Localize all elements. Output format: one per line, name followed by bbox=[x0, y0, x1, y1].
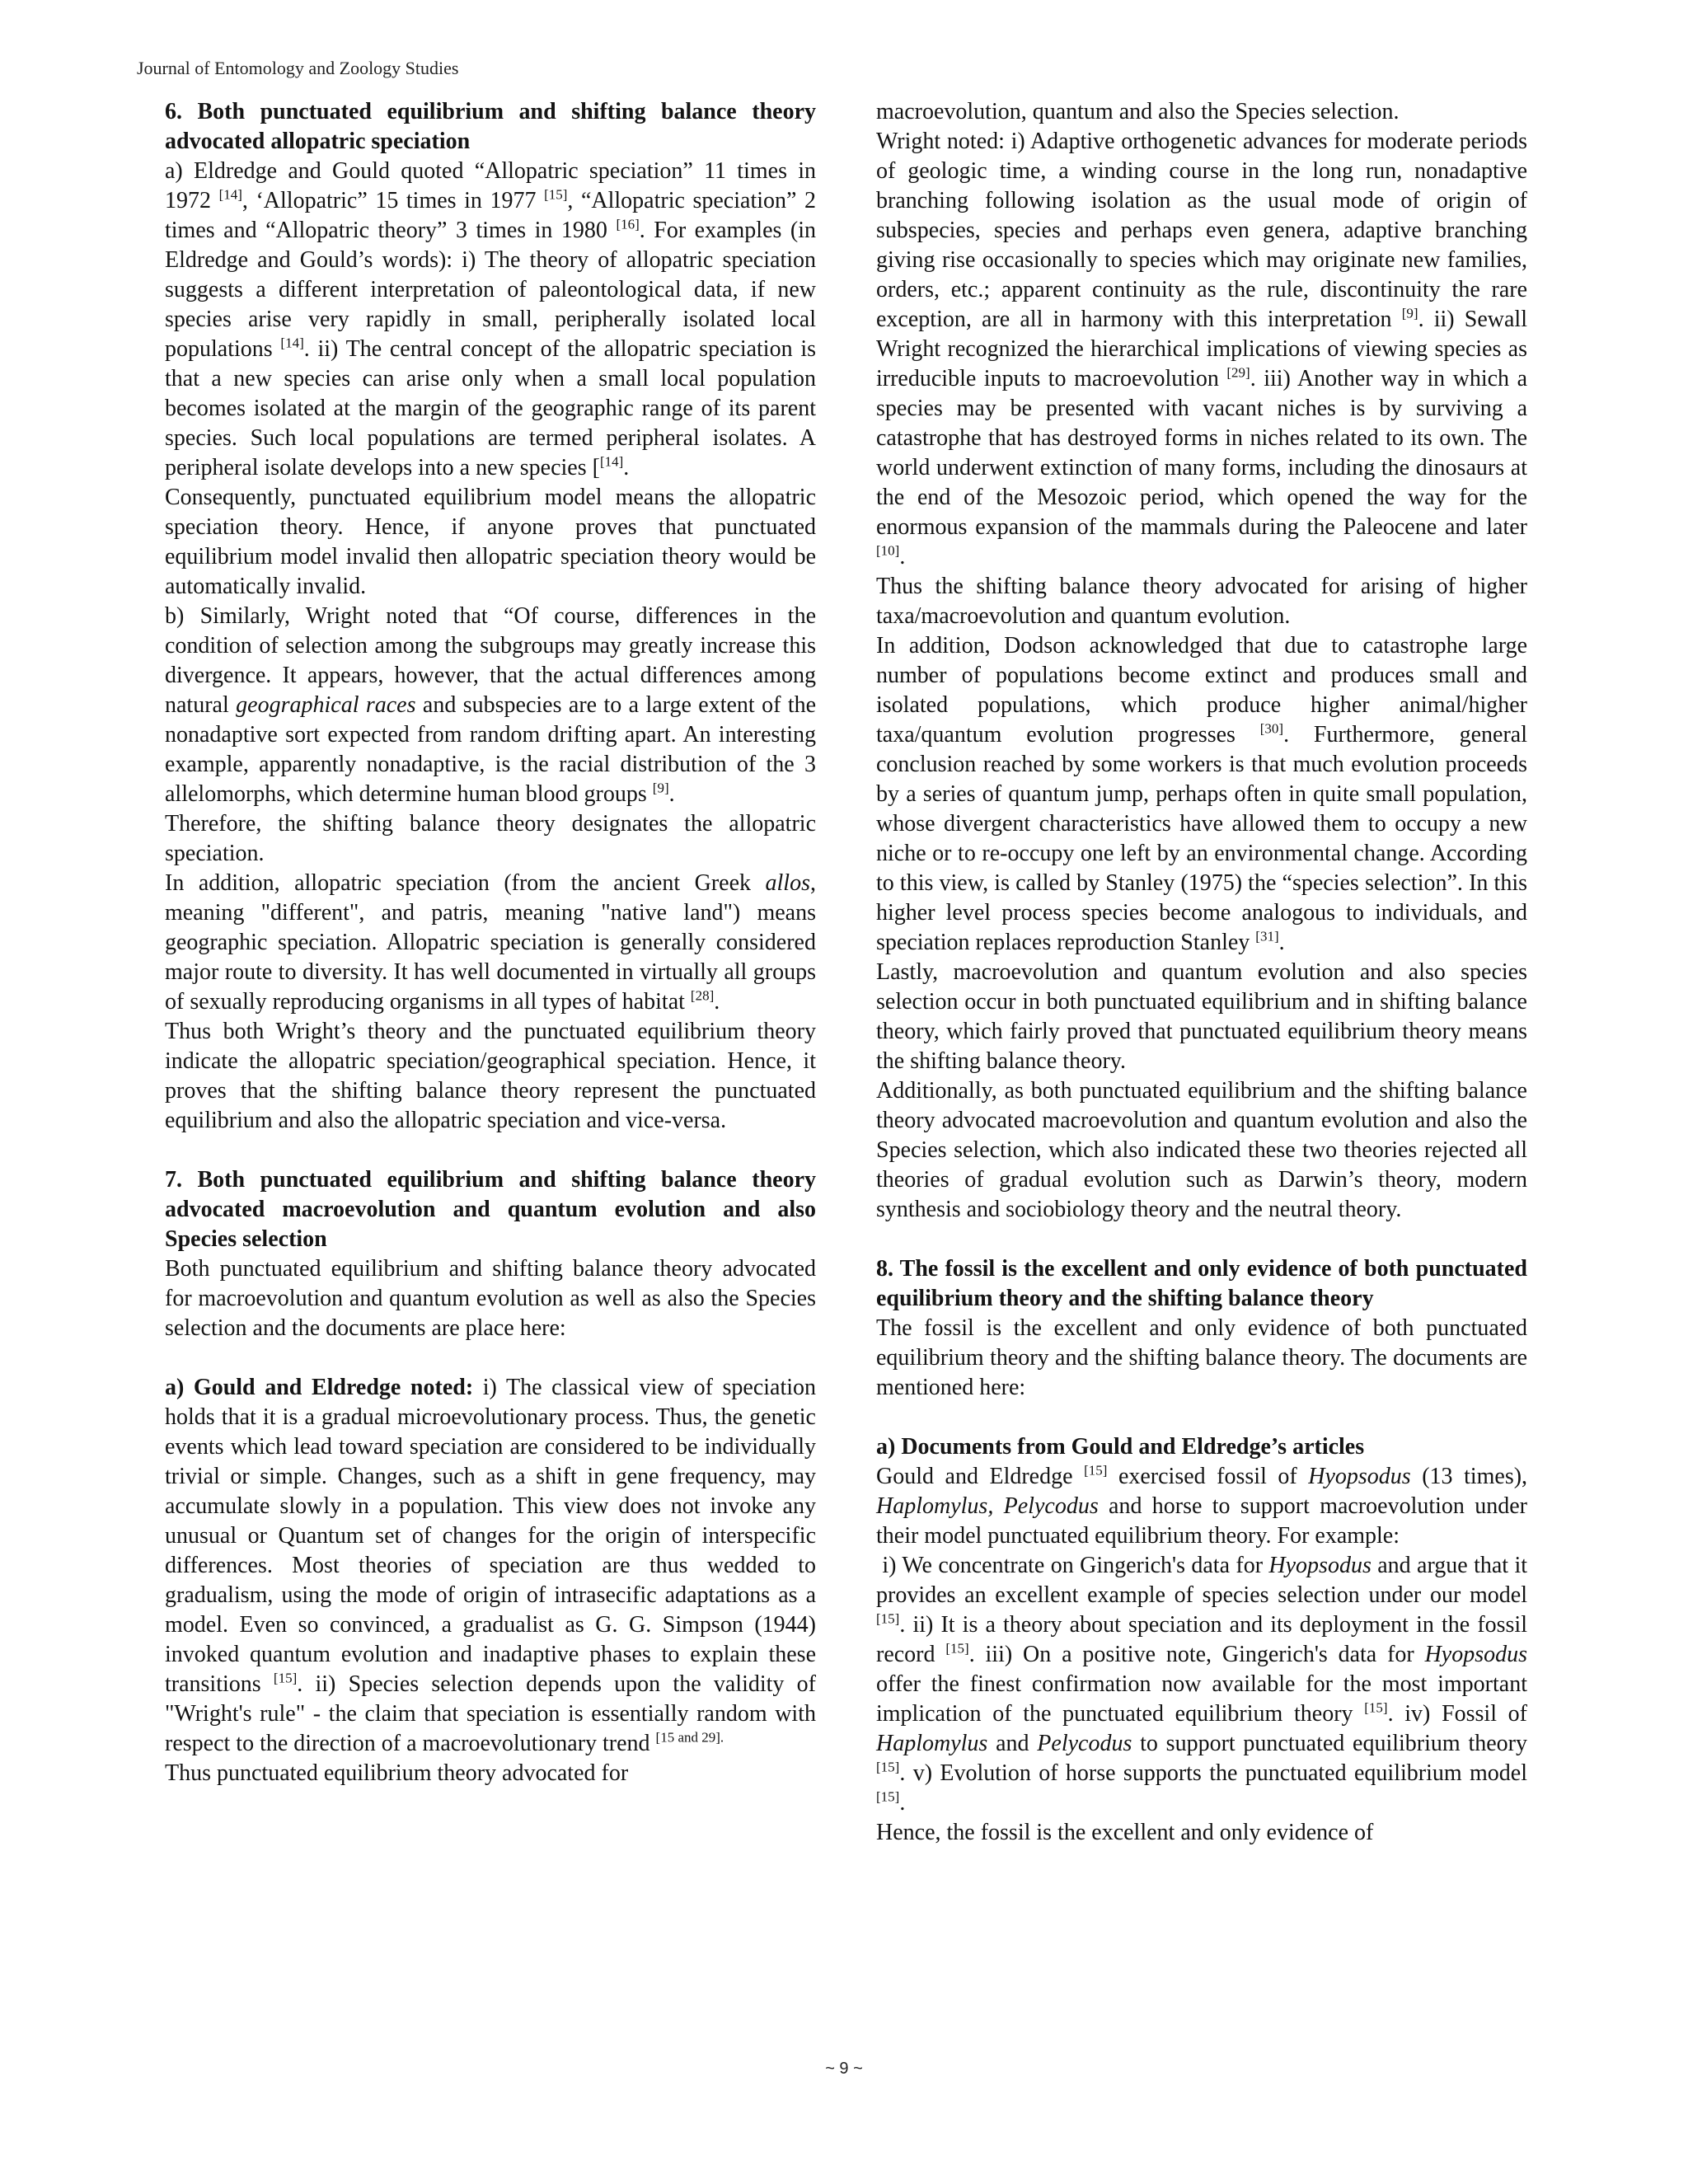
right-paragraph-1: macroevolution, quantum and also the Species selection. bbox=[876, 99, 1400, 124]
citation: [15] bbox=[876, 1788, 900, 1805]
section-7-paragraph-a: a) Gould and Eldredge noted: i) The classical view of speciation holds that it is a gradual microevolutionary process. Thus, the genetic events which lead toward speciation are considered to be individually trivial or simple. Changes, such as a shift in gene frequency, may accumulate slowly in a population. This view does not invoke any unusual or Quantum set of changes for the origin of interspecific differences. Most theories of speciation are thus wedded to gradualism, using the mode of origin of intrasecific adaptations as a model. Even so convinced, a gradualist as G. G. Simpson (1944) invoked quantum evolution and inadaptive phases to explain these transitions [15]. ii) Species selection depends upon the validity of "Wright's rule" - the claim that speciation is essentially random with respect to the direction of a macroevolutionary trend $^{[15 and 29].}$ bbox=[165, 1375, 817, 1756]
section-8-intro: The fossil is the excellent and only evidence of both punctuated equilibrium theory and the shifting balance theory. The documents are mentioned here: bbox=[876, 1315, 1527, 1400]
left-column bbox=[165, 97, 816, 1788]
citation: [15] bbox=[876, 1610, 900, 1627]
wright-paragraph: Wright noted: i) Adaptive orthogenetic advances for moderate periods of geologic time, a winding course in the long run, nonadaptive branching following isolation as the usual mode of origin of subspecies, species and perhaps even genera, adaptive branching giving rise occasionally to species which may originate new families, orders, etc.; apparent continuity as the rule, discontinuity the rare exception, are all in harmony with this interpretation [9]. ii) Sewall Wright recognized the hierarchical implications of viewing species as irreducible inputs to macroevolution [29]. iii) Another way in which a species may be presented with vacant niches is by surviving a catastrophe that has destroyed forms in niches related to its own. The world underwent extinction of many forms, including the dinosaurs at the end of the Mesozoic period, which opened the way for the enormous expansion of the mammals during the Paleocene and later [10]. bbox=[876, 129, 1528, 569]
running-header: Journal of Entomology and Zoology Studies bbox=[137, 58, 459, 78]
section-7-heading: 7. Both punctuated equilibrium and shifting balance theory advocated macroevolution and quantum evolution and also Species selection bbox=[165, 1167, 816, 1252]
citation: [10] bbox=[876, 542, 900, 559]
section-8-last-line: Hence, the fossil is the excellent and only evidence of bbox=[876, 1820, 1374, 1845]
citation: [15] bbox=[1364, 1699, 1388, 1716]
dodson-paragraph: In addition, Dodson acknowledged that due to catastrophe large number of populations become extinct and produces small and isolated populations, which produce higher animal/higher taxa/quantum evolution progresses [30]. Furthermore, general conclusion reached by some workers is that much evolution proceeds by a series of quantum jump, perhaps often in quite small population, whose divergent characteristics have allowed them to occupy a new niche or to re-occupy one left by an environmental change. According to this view, is called by Stanley (1975) the “species selection”. In this higher level process species become analogous to individuals, and speciation replaces reproduction Stanley [31]. bbox=[876, 633, 1528, 955]
citation: [15] bbox=[876, 1759, 900, 1775]
right-paragraph-6: Additionally, as both punctuated equilibrium and the shifting balance theory advocated macroevolution and quantum evolution and also the Species selection, which also indicated these two theories rejected all theories of gradual evolution such as Darwin’s theory, modern synthesis and sociobiology theory and the neutral theory. bbox=[876, 1078, 1527, 1222]
right-paragraph-5: Lastly, macroevolution and quantum evolution and also species selection occur in both punctuated equilibrium and in shifting balance theory, which fairly proved that punctuated equilibrium theory means the shifting balance theory. bbox=[876, 959, 1527, 1074]
citation: [15] bbox=[945, 1640, 969, 1657]
section-8-paragraph-1: Gould and Eldredge [15] exercised fossil of Hyopsodus (13 times), Haplomylus, Pelycodus and horse to support macroevolution under their model punctuated equilibrium theory. For example: bbox=[876, 1462, 1528, 1549]
section-8-heading: 8. The fossil is the excellent and only evidence of both punctuated equilibrium theory and the shifting balance theory bbox=[876, 1256, 1527, 1311]
section-6-paragraph-6: Thus both Wright’s theory and the punctuated equilibrium theory indicate the allopatric speciation/geographical speciation. Hence, it proves that the shifting balance theory represent the punctuated equilibrium and also the allopatric speciation and vice-versa. bbox=[165, 1019, 816, 1133]
citation: [14] bbox=[280, 335, 304, 351]
citation: [15] bbox=[1084, 1462, 1108, 1479]
citation: [16] bbox=[616, 216, 640, 232]
section-6-paragraph-a: a) Eldredge and Gould quoted “Allopatric speciation” 11 times in 1972 [14], ‘Allopatric” 15 times in 1977 [15], “Allopatric speciation” 2 times and “Allopatric theory” 3 times in 1980 [16]. For examples (in Eldredge and Gould’s words): i) The theory of allopatric speciation suggests a different interpretation of paleontological data, if new species arise very rapidly in small, peripherally isolated local populations [14]. ii) The central concept of the allopatric speciation is that a new species can arise only when a small local population becomes isolated at the margin of the geographic range of its parent species. Such local populations are termed peripheral isolates. A peripheral isolate develops into a new species [[14]. bbox=[165, 158, 817, 480]
page-number: ~ 9 ~ bbox=[825, 2060, 863, 2078]
section-6-heading: 6. Both punctuated equilibrium and shifting balance theory advocated allopatric speciation bbox=[165, 99, 816, 154]
section-7-intro: Both punctuated equilibrium and shifting balance theory advocated for macroevolution and quantum evolution as well as also the Species selection and the documents are place here: bbox=[165, 1256, 816, 1341]
citation: [15] bbox=[544, 186, 568, 203]
citation: [9] bbox=[1401, 305, 1418, 321]
section-6-paragraph-5: In addition, allopatric speciation (from the ancient Greek allos, meaning "different", and patris, meaning "native land") means geographic speciation. Allopatric speciation is generally considered major route to diversity. It has well documented in virtually all groups of sexually reproducing organisms in all types of habitat [28]. bbox=[165, 870, 816, 1015]
section-7-thus: Thus punctuated equilibrium theory advocated for bbox=[165, 1760, 629, 1786]
citation: [30] bbox=[1259, 720, 1284, 737]
section-6-paragraph-4: Therefore, the shifting balance theory designates the allopatric speciation. bbox=[165, 811, 816, 866]
citation: [31] bbox=[1255, 928, 1279, 944]
section-6-paragraph-b: b) Similarly, Wright noted that “Of course, differences in the condition of selection among the subgroups may greatly increase this divergence. It appears, however, that the actual differences among natural geographical races and subspecies are to a large extent of the nonadaptive sort expected from random drifting apart. An interesting example, apparently nonadaptive, is the racial distribution of the 3 allelomorphs, which determine human blood groups [9]. bbox=[165, 603, 817, 807]
citation: [15] bbox=[273, 1670, 298, 1686]
citation: [9] bbox=[652, 780, 669, 796]
citation: [29] bbox=[1226, 364, 1250, 381]
citation: [15 and 29]. bbox=[655, 1729, 724, 1746]
right-column bbox=[876, 97, 1527, 1848]
section-8-paragraph-2: i) We concentrate on Gingerich's data for Hyopsodus and argue that it provides an excellent example of species selection under our model [15]. ii) It is a theory about speciation and its deployment in the fossil record [15]. iii) On a positive note, Gingerich's data for Hyopsodus offer the finest confirmation now available for the most important implication of the punctuated equilibrium theory [15]. iv) Fossil of Haplomylus and Pelycodus to support punctuated equilibrium theory [15]. v) Evolution of horse supports the punctuated equilibrium model [15]. bbox=[876, 1553, 1528, 1816]
section-8-subheading: a) Documents from Gould and Eldredge’s articles bbox=[876, 1434, 1365, 1460]
section-6-paragraph-2: Consequently, punctuated equilibrium model means the allopatric speciation theory. Hence, if anyone proves that punctuated equilibrium model invalid then allopatric speciation theory would be automatically invalid. bbox=[165, 485, 816, 599]
citation: [14] bbox=[218, 186, 242, 203]
citation: [14] bbox=[599, 453, 624, 470]
citation: [28] bbox=[690, 987, 715, 1004]
right-paragraph-3: Thus the shifting balance theory advocated for arising of higher taxa/macroevolution and quantum evolution. bbox=[876, 574, 1527, 629]
